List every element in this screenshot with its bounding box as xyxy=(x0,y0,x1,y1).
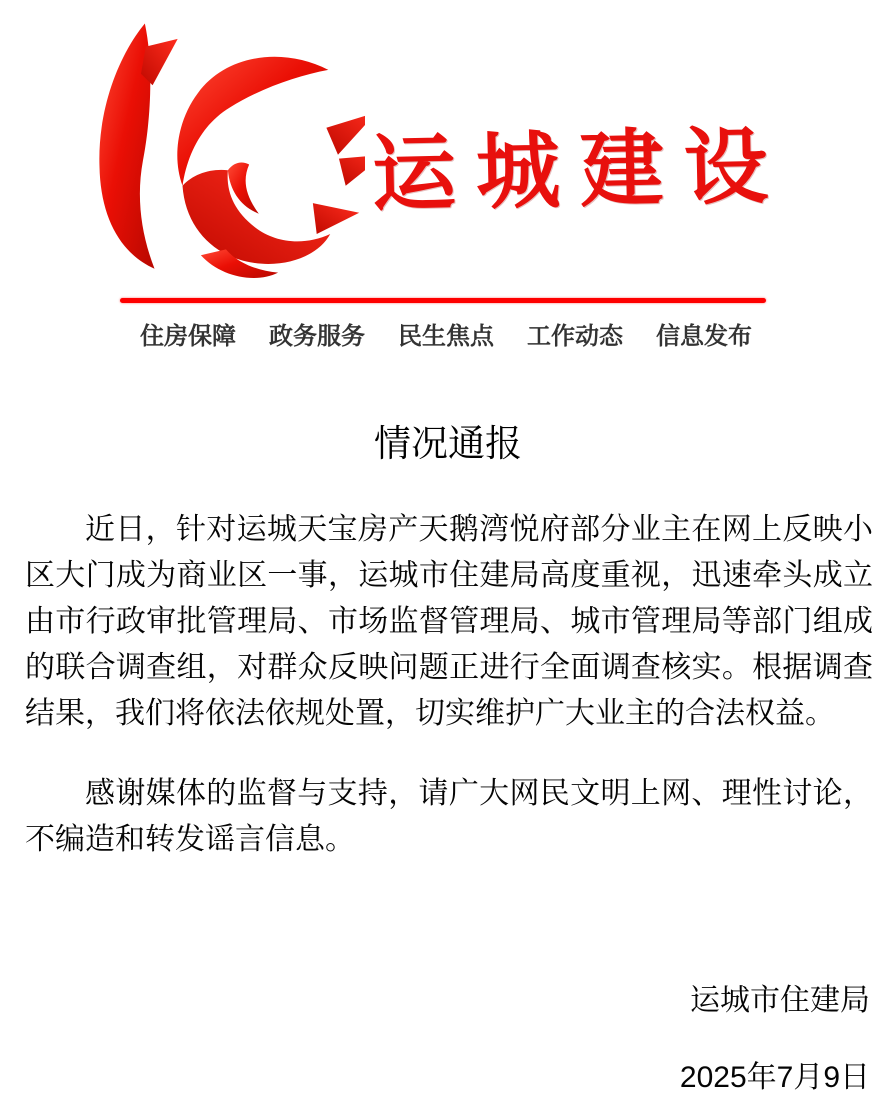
notice-article xyxy=(0,423,896,1101)
page-header xyxy=(0,0,896,298)
nav-item-info-release[interactable]: 信息发布 xyxy=(656,323,752,350)
nav-item-livelihood-focus[interactable]: 民生焦点 xyxy=(398,323,494,350)
nav-item-work-updates[interactable]: 工作动态 xyxy=(527,323,623,350)
nav-item-housing-security[interactable]: 住房保障 xyxy=(140,323,236,350)
page-title: 情况通报 xyxy=(374,423,522,464)
nav-item-gov-services[interactable]: 政务服务 xyxy=(269,323,365,350)
brand-calligraphy: 运城建设 xyxy=(370,115,789,224)
ribbon-logo-icon xyxy=(85,12,365,286)
notice-paragraph: 感谢媒体的监督与支持，请广大网民文明上网、理性讨论，不编造和转发谣言信息。 xyxy=(25,777,873,856)
red-divider-rule xyxy=(120,298,766,303)
issue-date: 2025年7月9日 xyxy=(679,1061,870,1094)
notice-body xyxy=(25,507,873,863)
notice-paragraph: 近日，针对运城天宝房产天鹅湾悦府部分业主在网上反映小区大门成为商业区一事，运城市住建局高度重视，迅速牵头成立由市行政审批管理局、市场监督管理局、城市管理局等部门组成的联合调查组，对群众反映问题正进行全面调查核实。根据调查结果，我们将依法依规处置，切实维护广大业主的合法权益。 xyxy=(25,513,873,730)
nav-menu xyxy=(140,325,896,349)
issuer-signature: 运城市住建局 xyxy=(690,984,870,1017)
